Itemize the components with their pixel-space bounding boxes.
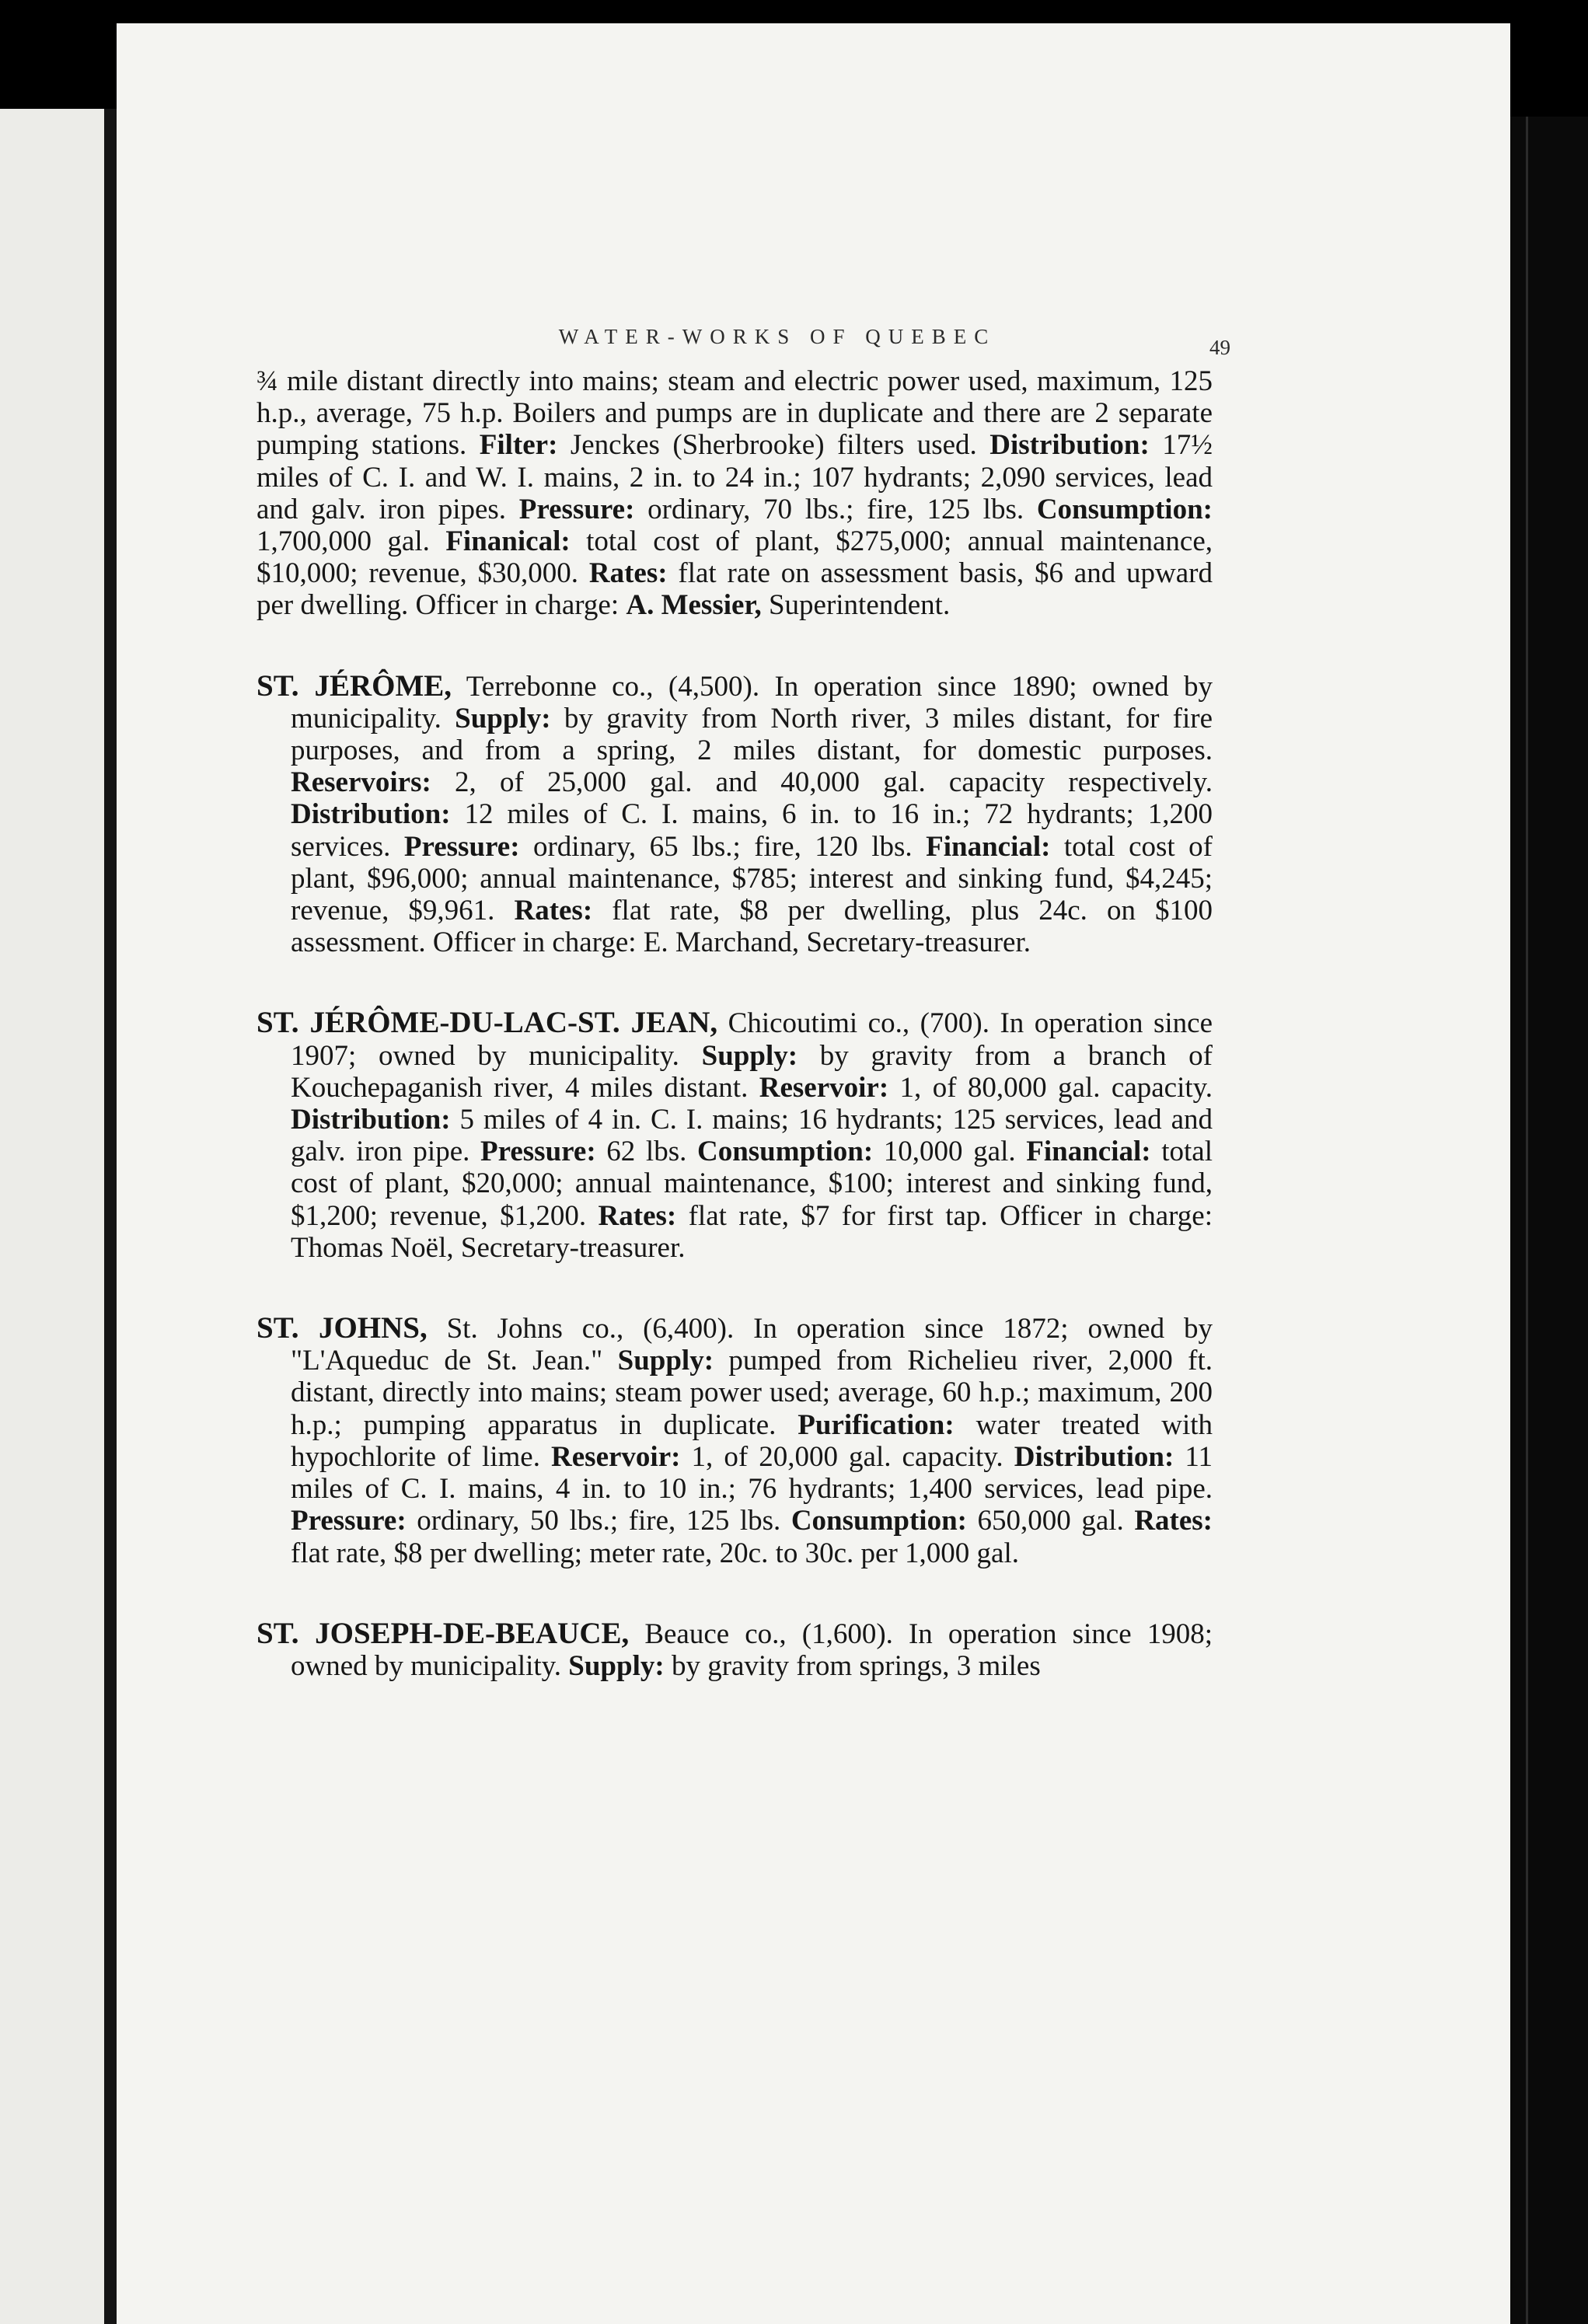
right-page-edge — [1510, 117, 1588, 2324]
book-spine-shadow — [104, 109, 117, 2324]
page-edge-rule — [1526, 117, 1528, 2324]
left-facing-page-edge — [0, 109, 117, 2324]
entry-st-johns: ST. JOHNS, St. Johns co., (6,400). In operation since 1872; owned by "L'Aqueduc de St. Jean." Supply: pumped from Richelieu river, 2,000 ft. distant, directly into mains; steam power used; average, 60 h.p.; maximum, 200 h.p.; pumping apparatus in duplicate. Purification: water treated with hypochlorite of lime. Reservoir: 1, of 20,000 gal. capacity. Distribution: 11 miles of C. I. mains, 4 in. to 10 in.; 76 hydrants; 1,400 services, lead pipe. Pressure: ordinary, 50 lbs.; fire, 125 lbs. Consumption: 650,000 gal. Rates: flat rate, $8 per dwelling; meter rate, 20c. to 30c. per 1,000 gal. — [257, 1311, 1213, 1569]
entry-title: ST. JOHNS, — [257, 1311, 428, 1345]
entry-title: ST. JOSEPH-DE-BEAUCE, — [257, 1616, 630, 1650]
entry-title: ST. JÉRÔME-DU-LAC-ST. JEAN, — [257, 1006, 718, 1040]
entry-st-jerome: ST. JÉRÔME, Terrebonne co., (4,500). In operation since 1890; owned by municipality. Supply: by gravity from North river, 3 miles distant, for fire purposes, and from a spring, 2 miles distant, for domestic purposes. Reservoirs: 2, of 25,000 gal. and 40,000 gal. capacity respectively. Distribution: 12 miles of C. I. mains, 6 in. to 16 in.; 72 hydrants; 1,200 services. Pressure: ordinary, 65 lbs.; fire, 120 lbs. Financial: total cost of plant, $96,000; annual maintenance, $785; interest and sinking fund, $4,245; revenue, $9,961. Rates: flat rate, $8 per dwelling, plus 24c. on $100 assessment. Officer in charge: E. Marchand, Secretary-treasurer. — [257, 668, 1213, 959]
continuation-paragraph: ¾ mile distant directly into mains; steam and electric power used, maximum, 125 h.p., average, 75 h.p. Boilers and pumps are in duplicate and there are 2 separate pumping stations. Filter: Jenckes (Sherbrooke) filters used. Distribution: 17½ miles of C. I. and W. I. mains, 2 in. to 24 in.; 107 hydrants; 2,090 services, lead and galv. iron pipes. Pressure: ordinary, 70 lbs.; fire, 125 lbs. Consumption: 1,700,000 gal. Finanical: total cost of plant, $275,000; annual maintenance, $10,000; revenue, $30,000. Rates: flat rate on assessment basis, $6 and upward per dwelling. Officer in charge: A. Messier, Superintendent. — [257, 365, 1213, 622]
entry-st-jerome-du-lac-st-jean: ST. JÉRÔME-DU-LAC-ST. JEAN, Chicoutimi co., (700). In operation since 1907; owned by municipality. Supply: by gravity from a branch of Kouchepaganish river, 4 miles distant. Reservoir: 1, of 80,000 gal. capacity. Distribution: 5 miles of 4 in. C. I. mains; 16 hydrants; 125 services, lead and galv. iron pipe. Pressure: 62 lbs. Consumption: 10,000 gal. Financial: total cost of plant, $20,000; annual maintenance, $100; interest and sinking fund, $1,200; revenue, $1,200. Rates: flat rate, $7 for first tap. Officer in charge: Thomas Noël, Secretary-treasurer. — [257, 1006, 1213, 1264]
page-body — [257, 365, 1213, 1682]
running-head: WATER-WORKS OF QUEBEC — [558, 325, 996, 348]
entry-title: ST. JÉRÔME, — [257, 668, 452, 703]
page-number: 49 — [1209, 336, 1230, 359]
entry-st-joseph-de-beauce: ST. JOSEPH-DE-BEAUCE, Beauce co., (1,600). In operation since 1908; owned by municipality. Supply: by gravity from springs, 3 miles — [257, 1616, 1213, 1682]
